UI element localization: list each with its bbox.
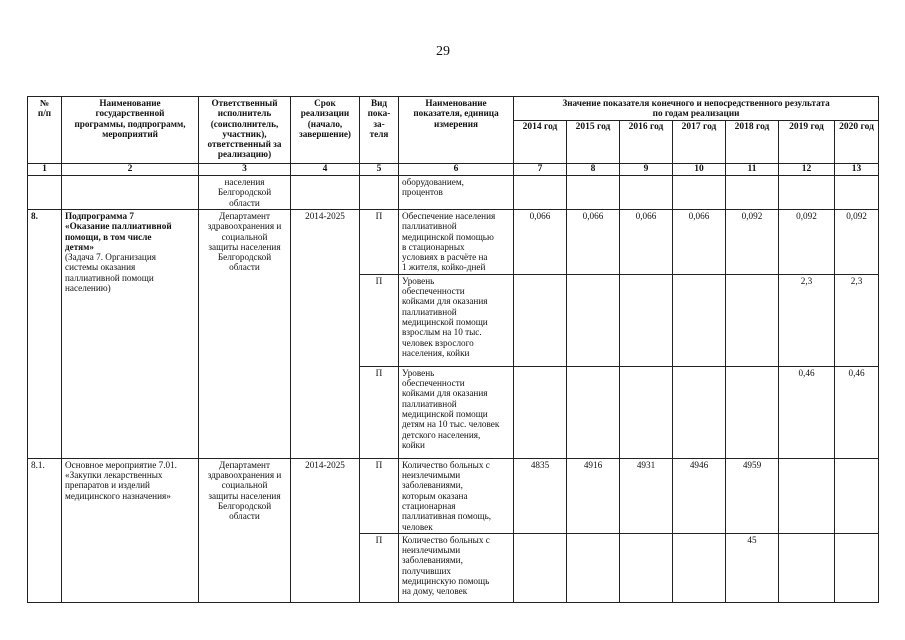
cell-value (835, 533, 879, 602)
cell-value (673, 274, 726, 366)
cell-value: 0,066 (673, 209, 726, 274)
column-numbers-row (28, 163, 879, 176)
cell-value: 45 (726, 533, 779, 602)
cell-no: 8. (28, 209, 62, 458)
header-year: 2020 год (835, 120, 879, 163)
column-number: 2 (62, 163, 199, 176)
cell-no (28, 176, 62, 210)
cell-indicator-type: П (360, 458, 399, 533)
column-number: 7 (514, 163, 567, 176)
table-row (28, 458, 879, 533)
column-number: 13 (835, 163, 879, 176)
table-row (28, 176, 879, 210)
cell-indicator-type: П (360, 274, 399, 366)
cell-value (779, 458, 835, 533)
cell-value: 4959 (726, 458, 779, 533)
cell-value (620, 533, 673, 602)
cell-value (673, 176, 726, 210)
cell-indicator-name: Количество больных с неизлечимыми заболеваниями, которым оказана стационарная паллиативная помощь, человек (399, 458, 514, 533)
column-number: 12 (779, 163, 835, 176)
cell-indicator-type: П (360, 533, 399, 602)
subprogram-task: (Задача 7. Организация системы оказания паллиативной помощи населению) (65, 252, 156, 294)
cell-program-name: Основное мероприятие 7.01. «Закупки лекарственных препаратов и изделий медицинского назначения» (62, 458, 199, 602)
cell-value: 0,092 (726, 209, 779, 274)
cell-value: 0,066 (514, 209, 567, 274)
cell-term: 2014-2025 (291, 209, 360, 458)
cell-value (567, 176, 620, 210)
header-row (28, 97, 879, 121)
cell-value: 2,3 (835, 274, 879, 366)
cell-responsible: Департамент здравоохранения и социальной защиты населения Белгородской области (199, 209, 291, 458)
header-year: 2014 год (514, 120, 567, 163)
cell-value (673, 366, 726, 458)
cell-indicator-name: Уровень обеспеченности койками для оказания паллиативной медицинской помощи детям на 10 тыс. человек детского населения, койки (399, 366, 514, 458)
cell-value (620, 366, 673, 458)
header-year: 2018 год (726, 120, 779, 163)
cell-value (514, 274, 567, 366)
cell-value: 4931 (620, 458, 673, 533)
cell-responsible: населения Белгородской области (199, 176, 291, 210)
header-year: 2019 год (779, 120, 835, 163)
cell-value: 4835 (514, 458, 567, 533)
column-number: 1 (28, 163, 62, 176)
cell-value: 0,46 (835, 366, 879, 458)
cell-value: 2,3 (779, 274, 835, 366)
column-number: 10 (673, 163, 726, 176)
cell-program-name (62, 176, 199, 210)
cell-value (726, 176, 779, 210)
cell-value: 0,092 (835, 209, 879, 274)
cell-value: 0,092 (779, 209, 835, 274)
cell-value (673, 533, 726, 602)
header-term: Срок реализации (начало, завершение) (291, 97, 360, 164)
cell-value: 0,066 (567, 209, 620, 274)
cell-value (567, 533, 620, 602)
cell-indicator-type: П (360, 209, 399, 274)
column-number: 11 (726, 163, 779, 176)
cell-value: 4946 (673, 458, 726, 533)
header-year: 2015 год (567, 120, 620, 163)
cell-indicator-type (360, 176, 399, 210)
cell-indicator-name: оборудованием, процентов (399, 176, 514, 210)
cell-indicator-name: Уровень обеспеченности койками для оказания паллиативной медицинской помощи взрослым на 10 тыс. человек взрослого населения, койки (399, 274, 514, 366)
header-values-group: Значение показателя конечного и непосредственного результата по годам реализации (514, 97, 879, 121)
cell-term (291, 176, 360, 210)
cell-value (514, 366, 567, 458)
cell-term: 2014-2025 (291, 458, 360, 602)
header-year: 2017 год (673, 120, 726, 163)
cell-value: 0,46 (779, 366, 835, 458)
cell-indicator-type: П (360, 366, 399, 458)
column-number: 6 (399, 163, 514, 176)
cell-responsible: Департамент здравоохранения и социальной защиты населения Белгородской области (199, 458, 291, 602)
cell-value (835, 176, 879, 210)
cell-program-name (62, 209, 199, 458)
cell-value (514, 176, 567, 210)
cell-value (835, 458, 879, 533)
cell-indicator-name: Количество больных с неизлечимыми заболеваниями, получивших медицинскую помощь на дому, человек (399, 533, 514, 602)
subprogram-title: Подпрограмма 7 «Оказание паллиативной помощи, в том числе детям» (65, 210, 172, 252)
header-indicator-name: Наименование показателя, единица измерения (399, 97, 514, 164)
cell-value (779, 533, 835, 602)
cell-indicator-name: Обеспечение населения паллиативной медицинской помощью в стационарных условиях в расчёте на 1 жителя, койко-дней (399, 209, 514, 274)
header-program-name: Наименование государственной программы, подпрограмм, мероприятий (62, 97, 199, 164)
column-number: 5 (360, 163, 399, 176)
column-number: 4 (291, 163, 360, 176)
cell-value (567, 274, 620, 366)
table-row (28, 209, 879, 274)
indicators-table (27, 96, 879, 603)
cell-value (779, 176, 835, 210)
cell-value (726, 366, 779, 458)
column-number: 8 (567, 163, 620, 176)
cell-no: 8.1. (28, 458, 62, 602)
page-number: 29 (436, 44, 450, 59)
cell-value (726, 274, 779, 366)
header-responsible: Ответственный исполнитель (соисполнитель, участник), ответственный за реализацию) (199, 97, 291, 164)
cell-value: 4916 (567, 458, 620, 533)
column-number: 9 (620, 163, 673, 176)
cell-value (514, 533, 567, 602)
header-year: 2016 год (620, 120, 673, 163)
header-indicator-type: Вид пока- за- теля (360, 97, 399, 164)
cell-value: 0,066 (620, 209, 673, 274)
cell-value (567, 366, 620, 458)
column-number: 3 (199, 163, 291, 176)
cell-value (620, 274, 673, 366)
header-no: № п/п (28, 97, 62, 164)
cell-value (620, 176, 673, 210)
